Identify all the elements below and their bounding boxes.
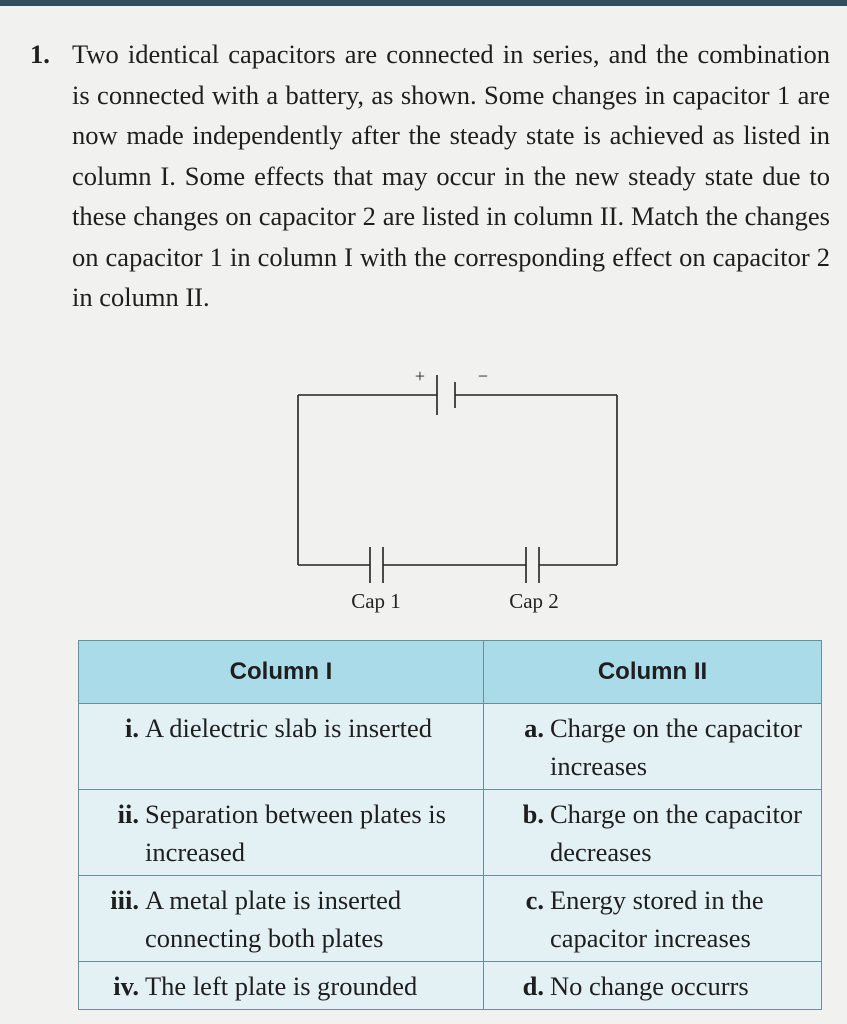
item-text: A dielectric slab is inserted bbox=[145, 713, 432, 743]
cap1-label: Cap 1 bbox=[351, 589, 401, 613]
top-rule bbox=[0, 0, 847, 6]
item-text: The left plate is grounded bbox=[145, 971, 418, 1001]
question-block bbox=[30, 34, 830, 318]
battery-plus-sign: + bbox=[414, 366, 426, 386]
match-table bbox=[78, 640, 822, 1010]
item-label: iii. bbox=[110, 885, 139, 915]
column-ii-cell bbox=[484, 790, 822, 876]
column-ii-header: Column II bbox=[484, 641, 822, 704]
table-row bbox=[79, 704, 822, 790]
item-text: Separation between plates is increased bbox=[145, 799, 446, 867]
column-ii-cell bbox=[484, 876, 822, 962]
item-text: No change occurrs bbox=[550, 971, 749, 1001]
item-label: b. bbox=[522, 799, 544, 829]
table-row bbox=[79, 962, 822, 1010]
battery-minus-sign: − bbox=[477, 366, 489, 386]
cap2-label: Cap 2 bbox=[509, 589, 559, 613]
table-row bbox=[79, 876, 822, 962]
question-text: Two identical capacitors are connected in series, and the combination is connected with a battery, as shown. Some changes in capacitor 1 are now made independently after the steady state is achieved as listed in column I. Some effects that may occur in the new steady state due to these changes on capacitor 2 are listed in column II. Match the changes on capacitor 1 in column I with the corresponding effect on capacitor 2 in column II. bbox=[72, 39, 830, 312]
item-label: a. bbox=[524, 713, 544, 743]
item-label: i. bbox=[125, 713, 139, 743]
column-i-cell bbox=[79, 790, 484, 876]
table-header-row bbox=[79, 641, 822, 704]
item-label: iv. bbox=[113, 971, 139, 1001]
item-text: Charge on the capacitor decreases bbox=[550, 799, 802, 867]
column-i-cell bbox=[79, 704, 484, 790]
column-i-cell bbox=[79, 876, 484, 962]
question-number: 1. bbox=[30, 39, 50, 69]
column-ii-cell bbox=[484, 704, 822, 790]
item-label: ii. bbox=[117, 799, 139, 829]
item-text: A metal plate is inserted connecting both plates bbox=[145, 885, 402, 953]
item-text: Charge on the capacitor increases bbox=[550, 713, 802, 781]
column-i-cell bbox=[79, 962, 484, 1010]
column-ii-cell bbox=[484, 962, 822, 1010]
item-text: Energy stored in the capacitor increases bbox=[550, 885, 764, 953]
item-label: c. bbox=[525, 885, 544, 915]
column-i-header: Column I bbox=[79, 641, 484, 704]
item-label: d. bbox=[522, 971, 544, 1001]
circuit-diagram bbox=[280, 360, 640, 620]
table-row bbox=[79, 790, 822, 876]
